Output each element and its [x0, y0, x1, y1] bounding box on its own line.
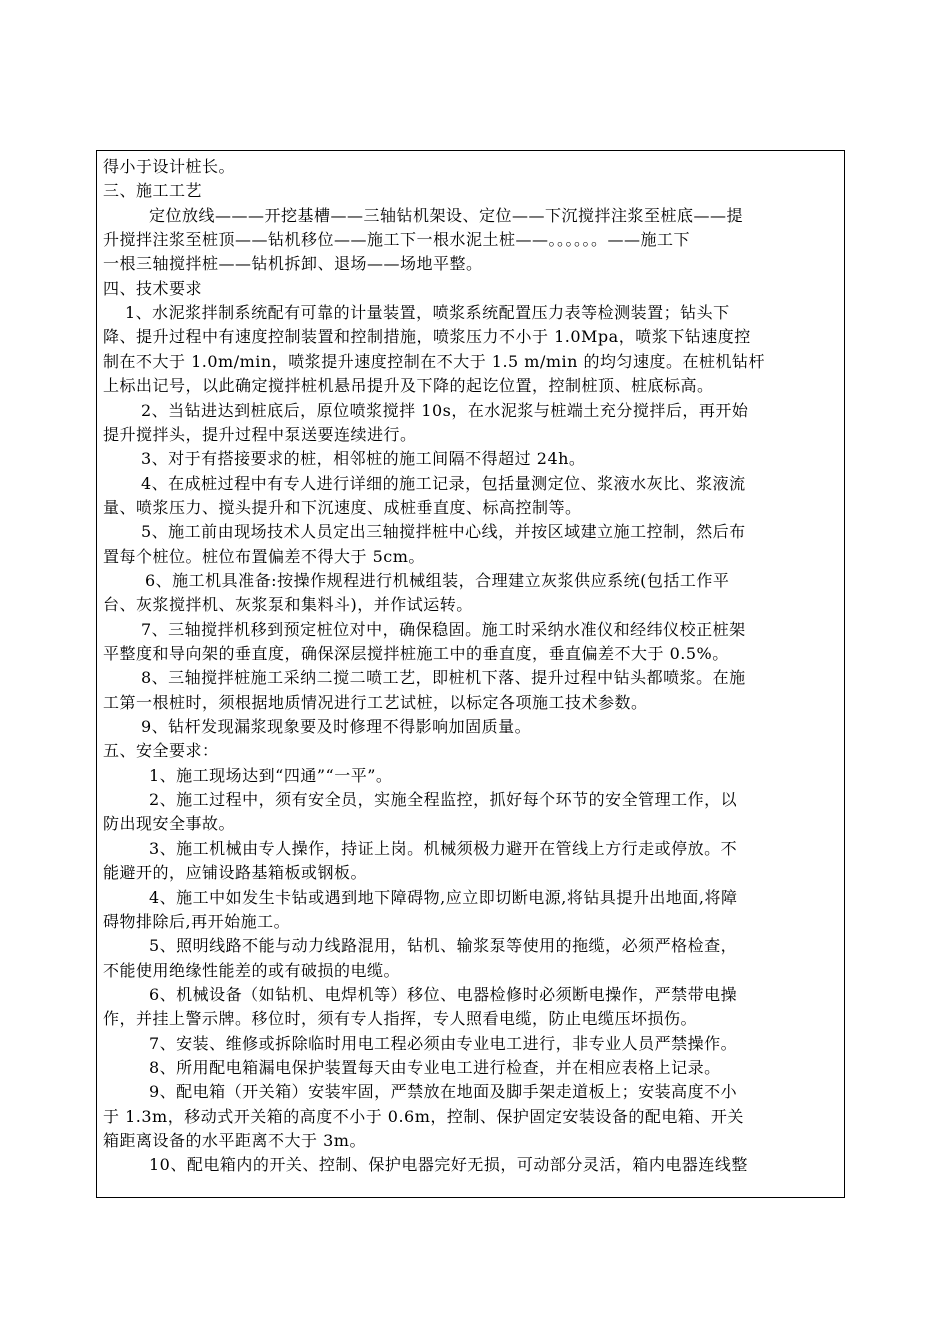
text-line: 三、施工工艺	[103, 181, 203, 201]
text-line: 3、对于有搭接要求的桩，相邻桩的施工间隔不得超过 24h。	[141, 449, 586, 469]
text-line: 量、喷浆压力、搅头提升和下沉速度、成桩垂直度、标高控制等。	[103, 497, 582, 517]
text-line: 10、配电箱内的开关、控制、保护电器完好无损，可动部分灵活，箱内电器连线整	[149, 1155, 748, 1175]
text-line: 平整度和导向架的垂直度，确保深层搅拌桩施工中的垂直度，垂直偏差不大于 0.5%。	[103, 644, 729, 663]
text-line: 4、施工中如发生卡钻或遇到地下障碍物,应立即切断电源,将钻具提升出地面,将障	[149, 887, 738, 907]
text-line: 提升搅拌头，提升过程中泵送要连续进行。	[103, 424, 417, 444]
text-line: 9、配电箱（开关箱）安装牢固，严禁放在地面及脚手架走道板上；安装高度不小	[149, 1082, 738, 1102]
text-line: 得小于设计桩长。	[103, 157, 236, 176]
text-line: 1、水泥浆拌制系统配有可靠的计量装置，喷浆系统配置压力表等检测装置；钻头下	[125, 303, 730, 323]
text-line: 防出现安全事故。	[103, 814, 236, 834]
text-line: 于 1.3m，移动式开关箱的高度不小于 0.6m，控制、保护固定安装设备的配电箱、开关	[103, 1106, 744, 1126]
text-line: 6、施工机具准备:按操作规程进行机械组装，合理建立灰浆供应系统(包括工作平	[145, 570, 730, 590]
text-line: 置每个桩位。桩位布置偏差不得大于 5cm。	[103, 546, 425, 566]
text-line: 一根三轴搅拌桩——钻机拆卸、退场——场地平整。	[103, 254, 483, 274]
text-line: 5、施工前由现场技术人员定出三轴搅拌桩中心线，并按区域建立施工控制，然后布	[141, 522, 746, 542]
text-line: 4、在成桩过程中有专人进行详细的施工记录，包括量测定位、浆液水灰比、浆液流	[141, 473, 746, 493]
text-line: 五、安全要求：	[103, 741, 219, 761]
text-line: 作，并挂上警示牌。移位时，须有专人指挥，专人照看电缆，防止电缆压坏损伤。	[103, 1009, 698, 1029]
text-line: 能避开的，应铺设路基箱板或钢板。	[103, 863, 368, 883]
text-line: 定位放线———开挖基槽——三轴钻机架设、定位——下沉搅拌注浆至桩底——提	[149, 205, 744, 225]
text-line: 7、安装、维修或拆除临时用电工程必须由专业电工进行，非专业人员严禁操作。	[149, 1033, 738, 1053]
text-line: 8、所用配电箱漏电保护装置每天由专业电工进行检查，并在相应表格上记录。	[149, 1057, 721, 1077]
text-line: 碍物排除后,再开始施工。	[103, 911, 291, 931]
text-line: 7、三轴搅拌机移到预定桩位对中，确保稳固。施工时采纳水准仪和经纬仪校正桩架	[141, 619, 746, 639]
text-line: 6、机械设备（如钻机、电焊机等）移位、电器检修时必须断电操作，严禁带电操	[149, 984, 738, 1004]
text-line: 制在不大于 1.0m/min，喷浆提升速度控制在不大于 1.5 m/min 的均匀速度。在桩机钻杆	[103, 351, 766, 371]
text-line: 降、提升过程中有速度控制装置和控制措施，喷浆压力不小于 1.0Mpa，喷浆下钻速度控	[103, 327, 751, 347]
document-body	[96, 150, 845, 1198]
text-line: 升搅拌注浆至桩顶——钻机移位——施工下一根水泥土桩——。。。。。。——施工下	[103, 230, 691, 250]
text-line: 2、当钻进达到桩底后，原位喷浆搅拌 10s，在水泥浆与桩端土充分搅拌后，再开始	[141, 400, 749, 420]
text-line: 1、施工现场达到“四通”“一平”。	[149, 765, 393, 785]
text-line: 3、施工机械由专人操作，持证上岗。机械须极力避开在管线上方行走或停放。不	[149, 838, 738, 858]
text-line: 不能使用绝缘性能差的或有破损的电缆。	[103, 960, 401, 980]
text-line: 上标出记号，以此确定搅拌桩机悬吊提升及下降的起讫位置，控制桩顶、桩底标高。	[103, 376, 714, 396]
text-line: 箱距离设备的水平距离不大于 3m。	[103, 1131, 366, 1150]
text-line: 台、灰浆搅拌机、灰浆泵和集料斗)，并作试运转。	[103, 595, 473, 615]
text-line: 四、技术要求	[103, 278, 203, 298]
text-line: 9、钻杆发现漏浆现象要及时修理不得影响加固质量。	[141, 717, 532, 737]
text-line: 工第一根桩时，须根据地质情况进行工艺试桩，以标定各项施工技术参数。	[103, 692, 648, 712]
text-line: 8、三轴搅拌桩施工采纳二搅二喷工艺，即桩机下落、提升过程中钻头都喷浆。在施	[141, 668, 746, 688]
text-line: 5、照明线路不能与动力线路混用，钻机、输浆泵等使用的拖缆，必须严格检查，	[149, 936, 738, 956]
text-line: 2、施工过程中，须有安全员，实施全程监控，抓好每个环节的安全管理工作，以	[149, 790, 738, 810]
